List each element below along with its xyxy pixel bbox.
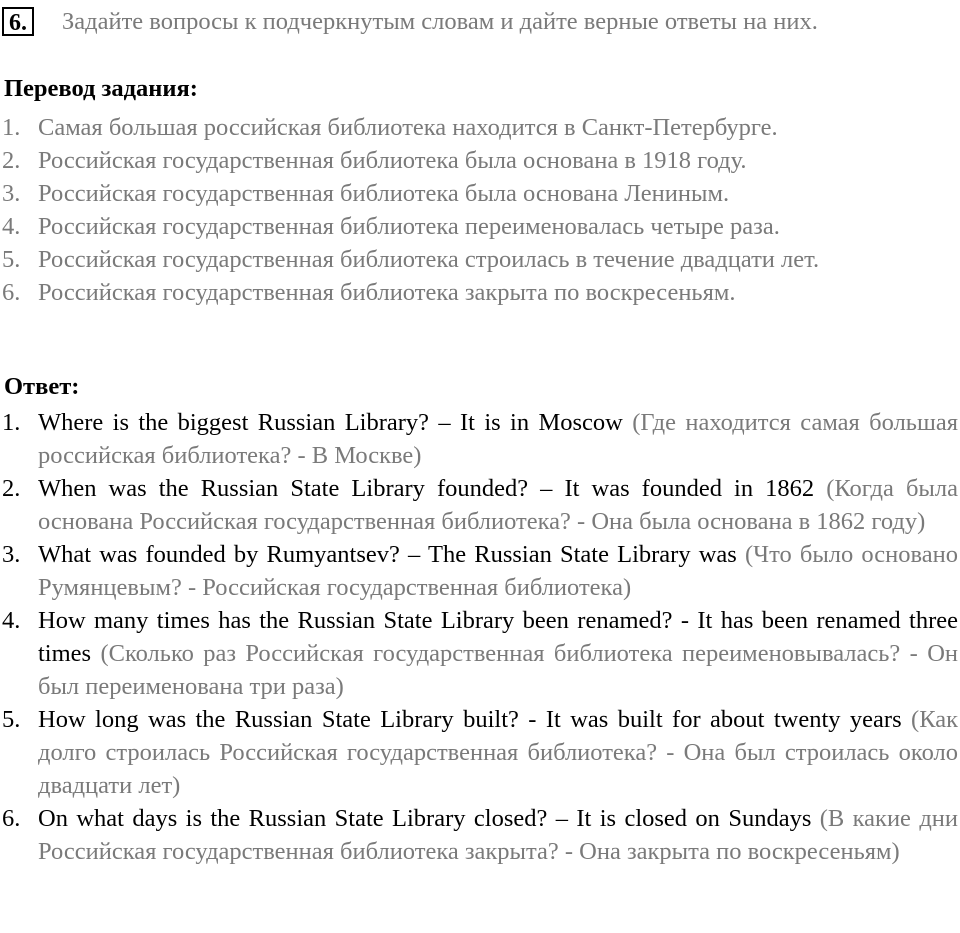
answer-russian: (Когда была основана Российская государственная библиотека? - Она была основана в 1862 году) <box>38 475 958 535</box>
translation-item <box>2 177 958 210</box>
item-number: 6. <box>2 279 21 306</box>
item-number: 4. <box>2 213 21 240</box>
item-text: Российская государственная библиотека закрыта по воскресеньям. <box>38 279 736 306</box>
answer-russian: (Как долго строилась Российская государственная библиотека? - Она был строилась около двадцати лет) <box>38 706 958 799</box>
item-number: 2. <box>2 147 21 174</box>
task-instruction: Задайте вопросы к подчеркнутым словам и дайте верные ответы на них. <box>62 7 818 35</box>
answer-english: How long was the Russian State Library built? - It was built for about twenty years <box>38 706 902 733</box>
answer-english: Where is the biggest Russian Library? – It is in Moscow <box>38 409 623 436</box>
item-text: Самая большая российская библиотека находится в Санкт-Петербурге. <box>38 114 778 141</box>
answer-item <box>2 472 958 538</box>
answer-item <box>2 703 958 802</box>
item-number: 4. <box>2 607 21 634</box>
item-number: 2. <box>2 475 21 502</box>
item-text: Российская государственная библиотека переименовалась четыре раза. <box>38 213 780 240</box>
task-number-box: 6. <box>2 7 34 36</box>
item-number: 6. <box>2 805 21 832</box>
item-number: 5. <box>2 706 21 733</box>
item-text: Российская государственная библиотека была основана в 1918 году. <box>38 147 747 174</box>
answer-item <box>2 406 958 472</box>
answer-russian: (Сколько раз Российская государственная библиотека переименовывалась? - Он был переименована три раза) <box>38 640 959 700</box>
answer-russian: (Где находится самая большая российская библиотека? - В Москве) <box>38 409 958 469</box>
item-number: 1. <box>2 409 21 436</box>
item-number: 3. <box>2 180 21 207</box>
translation-list <box>2 111 958 309</box>
answer-heading: Ответ: <box>4 373 80 400</box>
translation-item <box>2 243 958 276</box>
answer-russian: (В какие дни Российская государственная библиотека закрыта? - Она закрыта по воскресеньям) <box>38 805 959 865</box>
item-number: 5. <box>2 246 21 273</box>
answer-english: On what days is the Russian State Library closed? – It is closed on Sundays <box>38 805 812 832</box>
item-number: 3. <box>2 541 21 568</box>
translation-item <box>2 276 958 309</box>
answer-english: How many times has the Russian State Library been renamed? - It has been renamed three times <box>38 607 958 667</box>
answer-item <box>2 802 958 868</box>
answer-russian: (Что было основано Румянцевым? - Российская государственная библиотека) <box>38 541 958 601</box>
answer-english: When was the Russian State Library founded? – It was founded in 1862 <box>38 475 815 502</box>
answer-item <box>2 604 958 703</box>
item-text: Российская государственная библиотека строилась в течение двадцати лет. <box>38 246 820 273</box>
translation-heading: Перевод задания: <box>4 75 198 102</box>
answer-list <box>2 406 958 868</box>
translation-item <box>2 144 958 177</box>
item-number: 1. <box>2 114 21 141</box>
translation-item <box>2 210 958 243</box>
task-header <box>2 4 818 38</box>
answer-english: What was founded by Rumyantsev? – The Russian State Library was <box>38 541 737 568</box>
translation-item <box>2 111 958 144</box>
answer-item <box>2 538 958 604</box>
item-text: Российская государственная библиотека была основана Лениным. <box>38 180 730 207</box>
